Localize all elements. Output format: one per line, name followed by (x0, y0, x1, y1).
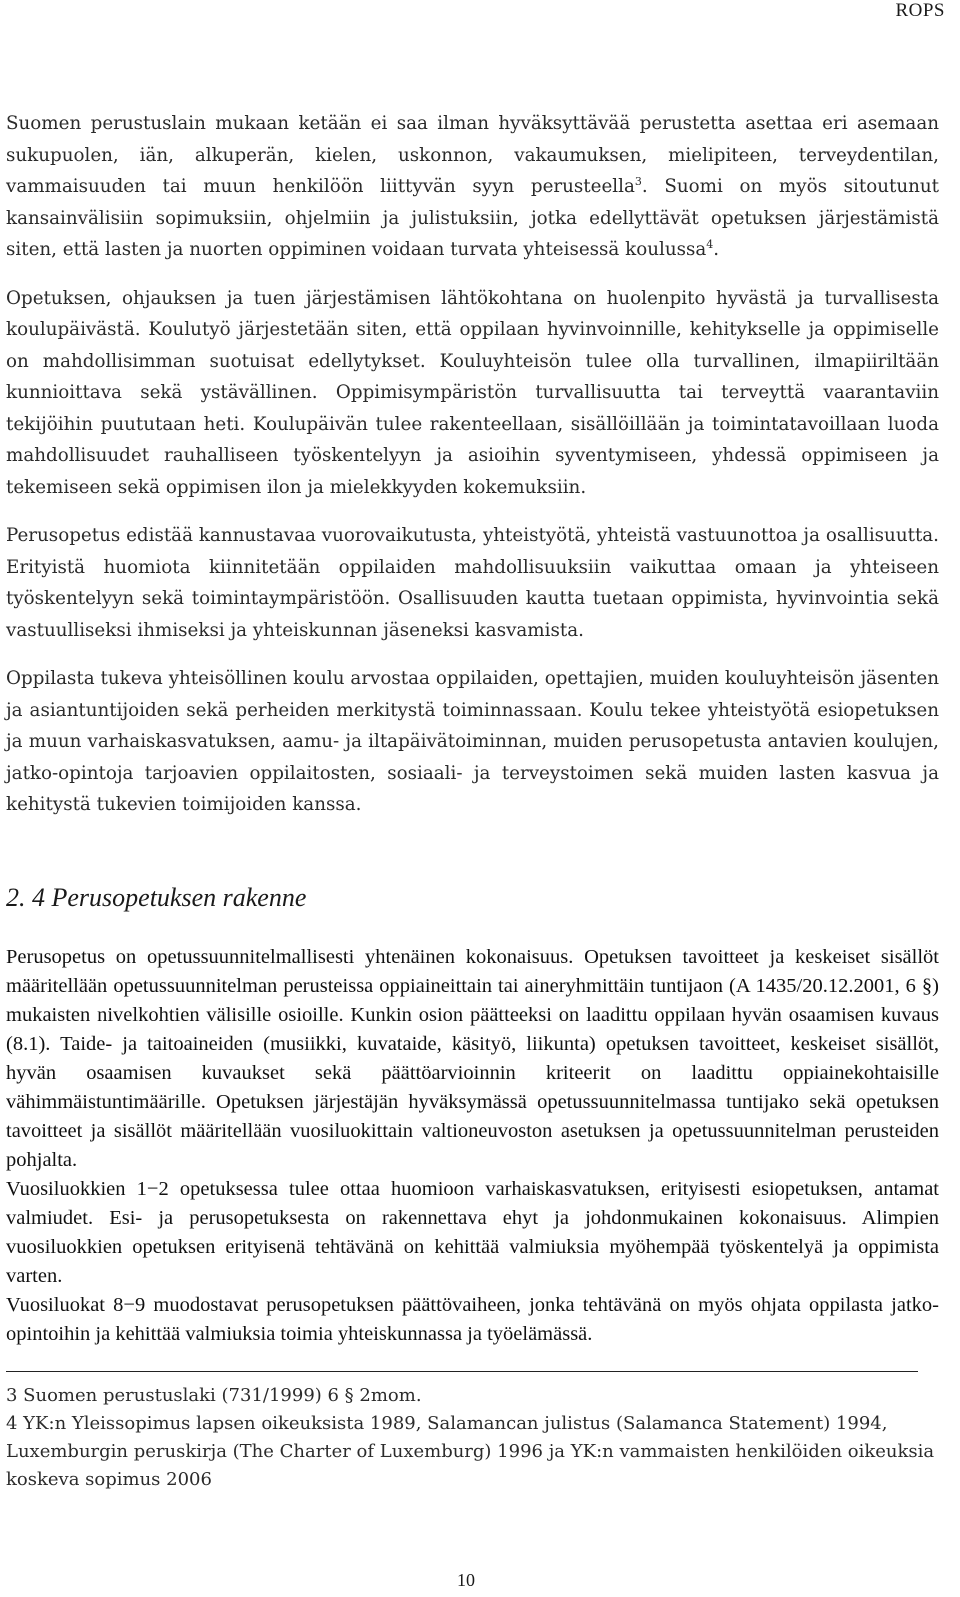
paragraph-nondiscrimination (6, 108, 939, 266)
section-heading: 2. 4 Perusopetuksen rakenne (6, 882, 307, 912)
paragraph-participation: Perusopetus edistää kannustavaa vuorovaikutusta, yhteistyötä, yhteistä vastuunottoa ja osallisuutta. Erityistä huomiota kiinnitetään oppilaiden mahdollisuuksiin vaikuttaa omaan ja yhteiseen työskentelyyn sekä toimintaympäristöön. Osallisuuden kautta tuetaan oppimista, hyvinvointia sekä vastuulliseksi ihmiseksi ja yhteiskunnan jäseneksi kasvamista. (6, 525, 939, 641)
paragraph-text: . (713, 239, 720, 260)
document-header: ROPS (895, 0, 945, 21)
page-number: 10 (457, 1570, 475, 1590)
paragraph-grades-8-9: Vuosiluokat 8−9 muodostavat perusopetuksen päättövaiheen, jonka tehtävänä on myös ohjata oppilasta jatko-opintoihin ja kehittää valmiuksia toimia yhteiskunnassa ja työelämässä. (6, 1293, 939, 1345)
paragraph-structure: Perusopetus on opetussuunnitelmallisesti yhtenäinen kokonaisuus. Opetuksen tavoitteet ja keskeiset sisällöt määritellään opetussuunnitelman perusteissa oppiaineittain tai aineryhmittäin tuntijaon (A 1435/20.12.2001, 6 §) mukaisten nivelkohtien välisille osioille. Kunkin osion päätteeksi on laadittu oppilaan hyvän osaamisen kuvaus (8.1). Taide- ja taitoaineiden (musiikki, kuvataide, käsityö, liikunta) opetuksen tavoitteet, keskeiset sisällöt, hyvän osaamisen kuvaukset sekä päättöarvioinnin kriteerit on laadittu oppiainekohtaisille vähimmäistuntimäärille. Opetuksen järjestäjän hyväksymässä opetussuunnitelmassa tuntijako sekä opetuksen tavoitteet ja sisällöt määritellään vuosiluokittain valtioneuvoston asetuksen ja opetussuunnitelman perusteiden pohjalta. (6, 945, 939, 1171)
footnote-4: 4 YK:n Yleissopimus lapsen oikeuksista 1989, Salamancan julistus (Salamanca Statement) 1994, Luxemburgin peruskirja (The Charter of Luxemburg) 1996 ja YK:n vammaisten henkilöiden oikeuksia koskeva sopimus 2006 (6, 1412, 935, 1490)
paragraph-grades-1-2: Vuosiluokkien 1−2 opetuksessa tulee ottaa huomioon varhaiskasvatuksen, erityisesti esiopetuksen, antamat valmiudet. Esi- ja perusopetuksesta on rakennettava ehyt ja johdonmukainen kokonaisuus. Alimpien vuosiluokkien opetuksen erityisenä tehtävänä on kehittää valmiuksia myöhempää työskentelyä ja oppimista varten. (6, 1177, 939, 1287)
footnote-ref-4: 4 (706, 237, 714, 251)
paragraph-text: . Suomi on myös sitoutunut kansainvälisiin sopimuksiin, ohjelmiin ja julistuksiin, jotka edellyttävät opetuksen järjestämistä siten, että lasten ja nuorten oppiminen voidaan turvata yhteisessä koulussa (6, 176, 939, 260)
footnote-3: 3 Suomen perustuslaki (731/1999) 6 § 2mom. (6, 1384, 422, 1406)
paragraph-community: Oppilasta tukeva yhteisöllinen koulu arvostaa oppilaiden, opettajien, muiden kouluyhteisön jäsenten ja asiantuntijoiden sekä perheiden merkitystä toiminnassaan. Koulu tekee yhteistyötä esiopetuksen ja muun varhaiskasvatuksen, aamu- ja iltapäivätoiminnan, muiden perusopetusta antavien koulujen, jatko-opintoja tarjoavien oppilaitosten, sosiaali- ja terveystoimen sekä muiden lasten kasvua ja kehitystä tukevien toimijoiden kanssa. (6, 668, 939, 815)
footnote-ref-3: 3 (634, 174, 642, 188)
paragraph-school-day: Opetuksen, ohjauksen ja tuen järjestämisen lähtökohtana on huolenpito hyvästä ja turvallisesta koulupäivästä. Koulutyö järjestetään siten, että oppilaan hyvinvoinnille, kehitykselle ja oppimiselle on mahdollisimman suotuisat edellytykset. Kouluyhteisön tulee olla turvallinen, ilmapiiriltään kunnioittava sekä ystävällinen. Oppimisympäristön turvallisuutta tai terveyttä vaarantaviin tekijöihin puututaan heti. Koulupäivän tulee rakenteellaan, sisällöillään ja toimintatavoillaan luoda mahdollisuudet rauhalliseen työskentelyyn ja asioihin syventymiseen, yhdessä oppimiseen ja tekemiseen sekä oppimisen ilon ja mielekkyyden kokemuksiin. (6, 287, 939, 498)
page-body (6, 108, 939, 1494)
paragraph-text: Suomen perustuslain mukaan ketään ei saa ilman hyväksyttävää perustetta asettaa eri asemaan sukupuolen, iän, alkuperän, kielen, uskonnon, vakaumuksen, mielipiteen, terveydentilan, vammaisuuden tai muun henkilöön liittyvän syyn perusteella (6, 113, 939, 197)
footnote-divider (6, 1371, 918, 1372)
